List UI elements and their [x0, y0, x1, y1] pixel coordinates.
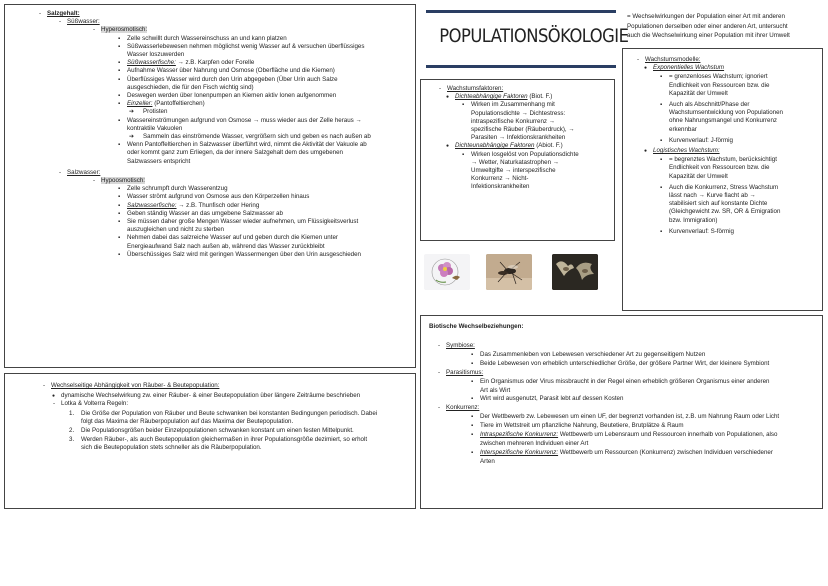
list-item: - Lotka & Volterra Regeln: 1. Die Größe der Population von Räuber und Beute schwanken bei konstanten Bedingungen periodisch. Dabei folgt das Maxima der Räuberpopulation auf das Maxima der Beutepopulation. 2. Die Populationsgrößen beider Einzelpopulationen schwanken konstant um einen festen Mittelpunkt. 3. Werden Räuber-, als auch Beutepopulation gleichermaßen in ihrer Populationsgröße dezimiert, so erholt sich die Beutepopulation stets schneller als die Räuberpopulation. [61, 400, 409, 452]
list-item: ▪ Der Wettbewerb zw. Lebewesen um einen UF, der begrenzt vorhanden ist, z.B. um Nahrung Raum oder Licht [480, 413, 816, 422]
rule-item: 1. Die Größe der Population von Räuber und Beute schwanken bei konstanten Bedingungen periodisch. Dabei folgt das Maxima der Räuberpopulation auf das Maxima der Beutepopulation. [69, 409, 378, 425]
list-item: ▪ Wasser strömt aufgrund von Osmose aus den Körperzellen hinaus [127, 193, 409, 201]
symbiosis-item [446, 342, 816, 369]
list-item: ▪ Nehmen dabei das salzreiche Wasser auf und geben durch die Kiemen unter Energieaufwand Salz nach außen ab, während das Wasser zurückbleibt [127, 234, 409, 250]
list-item: ▪ Einzeller: (Pantoffeltierchen) ➔ Protisten [127, 100, 409, 116]
list-item: ▪ Auch als Abschnitt/Phase der Wachstumsentwicklung von Populationen ohne Nahrungsmangel und Konkurrenz erkennbar [669, 101, 819, 134]
list-item: ▪ Zelle schwillt durch Wassereinschuss an und kann platzen [127, 35, 409, 43]
biotic-heading: Biotische Wechselbeziehungen: [429, 323, 524, 330]
growth-factors-heading: Wachstumsfaktoren: [447, 85, 504, 92]
list-item: ▪ Überschüssiges Salz wird mit geringen Wassermengen über den Urin ausgeschieden [127, 251, 409, 259]
list-item: ▪ = grenzenloses Wachstum; ignoriert Endlichkeit von Ressourcen bzw. die Kapazität der Umwelt [669, 73, 819, 98]
growth-factors-panel [420, 79, 615, 241]
saltwater-item [67, 169, 409, 259]
list-item: ● Logistisches Wachstum: ▪ = begrenztes Wachstum, berücksichtigt Endlichkeit von Ressourcen bzw. die Kapazität der Umwelt ▪ Auch die Konkurrenz, Stress Wachstum lässt nach → Kurve flacht ab → stabilisiert sich auf konstante Dichte (Gleichgewicht zw. SR, OR & Emigration bzw. Immigration) ▪ Kurvenverlauf: S-förmig [653, 147, 819, 236]
definition-text: = Wechselwirkungen der Population einer Art mit anderen Populationen derselben oder einer anderen Art, untersucht auch die Wechselwirkung einer Population mit ihrer Umwelt [627, 13, 790, 40]
list-item: ▪ Das Zusammenleben von Lebewesen verschiedener Art zu gegenseitigem Nutzen [480, 351, 816, 360]
list-item: ▪ Beide Lebewesen von erheblich unterschiedlicher Größe, der größere Partner Wirt, der kleinere Symbiont [480, 360, 816, 369]
competition-item [446, 404, 816, 466]
list-item: ▪ Wirt wird ausgenutzt, Parasit lebt auf dessen Kosten [480, 395, 816, 404]
predator-prey-heading: Wechselseitige Abhängigkeit von Räuber- & Beutepopulation: [51, 382, 220, 389]
predator-prey-item [51, 382, 409, 453]
list-item: ▪ Wirken im Zusammenhang mit Populationsdichte → Dichtestress: intraspezifische Konkurrenz → spezifische Räuber (Räuberdruck), → Parasiten → Infektionskrankheiten [471, 101, 611, 142]
bats-photo [552, 254, 598, 290]
arrow-icon: ➔ [129, 108, 135, 116]
growth-factors-item [447, 85, 611, 192]
saltwater-label: Salzwasser: [67, 168, 101, 176]
salinity-panel [4, 4, 416, 368]
page-title-text: POPULATIONSÖKOLOGIE [439, 25, 629, 47]
biotic-relations-panel [420, 315, 823, 509]
hyperosmotic-item [101, 26, 409, 165]
freshwater-item [67, 18, 409, 166]
list-item: ▪ Tiere im Wettstreit um pflanzliche Nahrung, Beutetiere, Brutplätze & Raum [480, 422, 816, 431]
list-item: ▪ Interspezifische Konkurrenz: Wettbewerb um Ressourcen (Konkurrenz) zwischen Individuen verschiedener Arten [480, 449, 816, 467]
symbiosis-label: Symbiose: [446, 342, 475, 349]
list-item: ▪ Überflüssiges Wasser wird durch den Urin abgegeben (Über Urin auch Salze ausgeschieden, die für den Fisch wichtig sind) [127, 76, 409, 92]
growth-models-heading: Wachstumsmodelle: [645, 56, 701, 63]
list-item: ▪ = begrenztes Wachstum, berücksichtigt Endlichkeit von Ressourcen bzw. die Kapazität der Umwelt [669, 156, 819, 181]
predator-prey-panel [4, 373, 416, 509]
list-item: ▪ Wenn Pantoffeltierchen in Salzwasser überführt wird, nimmt die Aktivität der Vakuole ab oder kommt ganz zum Erliegen, da der innere Salzgehalt dem des umgebenen Salzwassers entspricht [127, 141, 409, 166]
list-item: ▪ Zelle schrumpft durch Wasserentzug [127, 185, 409, 193]
list-item: ● Exponentielles Wachstum ▪ = grenzenloses Wachstum; ignoriert Endlichkeit von Ressourcen bzw. die Kapazität der Umwelt ▪ Auch als Abschnitt/Phase der Wachstumsentwicklung von Populationen ohne Nahrungsmangel und Konkurrenz erkennbar ▪ Kurvenverlauf: J-förmig [653, 64, 819, 145]
parasitism-item [446, 369, 816, 405]
list-item: ▪ Kurvenverlauf: S-förmig [669, 228, 819, 236]
list-item: ▪ Salzwasserfische: → z.B. Thunfisch oder Hering [127, 202, 409, 210]
list-item: ▪ Deswegen werden über Ionenpumpen an Kiemen aktiv Ionen aufgenommen [127, 92, 409, 100]
hypoosmotic-item [101, 177, 409, 259]
list-item: ▪ Kurvenverlauf: J-förmig [669, 137, 819, 145]
freshwater-label: Süßwasser: [67, 18, 100, 26]
list-item: ▪ Wirken losgelöst von Populationsdichte → Wetter, Naturkatastrophen → Umweltgifte → interspezifische Konkurrenz → Nicht- Infektionskrankheiten [471, 151, 611, 192]
rule-item: 3. Werden Räuber-, als auch Beutepopulation gleichermaßen in ihrer Populationsgröße dezimiert, so erholt sich die Beutepopulation stets schneller als die Räuberpopulation. [69, 436, 368, 452]
symbiosis-flower-photo [424, 254, 470, 290]
page-title [426, 10, 629, 68]
salinity-item [47, 10, 409, 259]
list-item: ▪ Intraspezifische Konkurrenz: Wettbewerb um Lebensraum und Ressourcen innerhalb von Populationen, also zwischen mehreren Individuen einer Art [480, 431, 816, 449]
arrow-icon: ➔ [129, 133, 135, 141]
list-item: ▪ Auch die Konkurrenz, Stress Wachstum lässt nach → Kurve flacht ab → stabilisiert sich auf konstante Dichte (Gleichgewicht zw. SR, OR & Emigration bzw. Immigration) [669, 184, 819, 225]
growth-models-item [645, 56, 819, 236]
list-item: ▪ Süßwasserfische: → z.B. Karpfen oder Forelle [127, 59, 409, 67]
mosquito-photo [486, 254, 532, 290]
rule-item: 2. Die Populationsgrößen beider Einzelpopulationen schwanken konstant um einen festen Mittelpunkt. [69, 427, 354, 435]
title-rule-top [426, 10, 616, 13]
list-item: ▪ Wassereinströmungen aufgrund von Osmose → muss wieder aus der Zelle heraus → kontraktile Vakuolen ➔ Sammeln das einströmende Wasser, vergrößern sich und geben es nach außen ab [127, 117, 409, 142]
list-item: ▪ Ein Organismus oder Virus missbraucht in der Regel einen erheblich größeren Organismus einer anderen Art als Wirt [480, 378, 816, 396]
list-item: ● Dichteunabhängige Faktoren (Abiot. F.) ▪ Wirken losgelöst von Populationsdichte → Wetter, Naturkatastrophen → Umweltgifte → interspezifische Konkurrenz → Nicht- Infektionskrankheiten [455, 142, 611, 191]
growth-models-panel [622, 48, 823, 311]
parasitism-label: Parasitismus: [446, 368, 484, 376]
list-item: ▪ Geben ständig Wasser an das umgebene Salzwasser ab [127, 210, 409, 218]
list-item: ▪ Aufnahme Wasser über Nahrung und Osmose (Oberfläche und die Kiemen) [127, 67, 409, 75]
list-item: ● dynamische Wechselwirkung zw. einer Räuber- & einer Beutepopulation über längere Zeiträume beschrieben [61, 392, 409, 400]
title-rule-bottom [426, 65, 616, 68]
salinity-heading: Salzgehalt: [47, 10, 80, 17]
hyperosmotic-label: Hyperosmotisch: [101, 26, 148, 34]
list-item: ▪ Süßwasserlebewesen nehmen möglichst wenig Wasser auf & versuchen überflüssiges Wasser loszuwerden [127, 43, 409, 59]
competition-label: Konkurrenz: [446, 404, 480, 412]
list-item: ● Dichteabhängige Faktoren (Biot. F.) ▪ Wirken im Zusammenhang mit Populationsdichte → Dichtestress: intraspezifische Konkurrenz → spezifische Räuber (Räuberdruck), → Parasiten → Infektionskrankheiten [455, 93, 611, 142]
hypoosmotic-label: Hypoosmotisch: [101, 177, 146, 185]
list-item: ▪ Sie müssen daher große Mengen Wasser wieder aufnehmen, um Flüssigkeitsverlust auszugleichen und nicht zu sterben [127, 218, 409, 234]
